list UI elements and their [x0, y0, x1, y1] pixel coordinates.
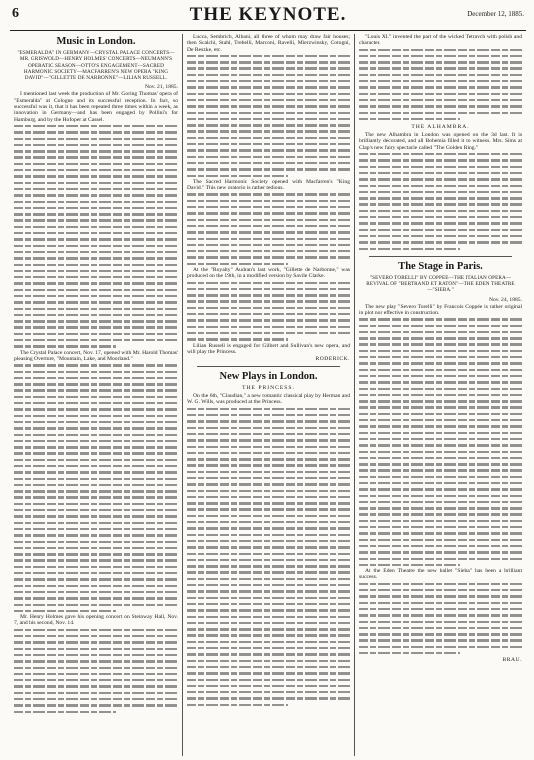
body-text-block	[359, 316, 522, 568]
column-1	[10, 34, 182, 756]
dateline: Nov. 24, 1885.	[488, 296, 522, 303]
article-paragraph: On the 6th, "Claudian," a new romantic classical play by Herman and W. G. Wills, was produced at the Princess.	[187, 393, 350, 406]
body-text-block	[187, 280, 350, 343]
body-text-block	[359, 151, 522, 252]
text-line	[187, 336, 350, 342]
text-line	[14, 343, 178, 349]
newspaper-page	[10, 4, 526, 756]
section-heading-plays: New Plays in London.	[219, 371, 318, 383]
body-text-block	[14, 123, 178, 350]
body-text-block	[187, 406, 350, 708]
body-text-block	[14, 627, 178, 715]
text-line	[14, 709, 178, 715]
article-paragraph: Lilian Russell is engaged for Gilbert and Sullivan's new opera, and will play the Princess.	[187, 342, 350, 355]
theatre-subheading: THE ALHAMBRA.	[411, 124, 470, 131]
page-number: 6	[12, 6, 19, 21]
article-paragraph: The new play "Severo Torelli" by Francois Coppée is rather original in plot nor effective in construction.	[359, 303, 522, 316]
text-line	[359, 650, 522, 656]
body-text-block	[14, 362, 178, 614]
publication-title: THE KEYNOTE.	[189, 4, 347, 25]
body-text-block	[359, 581, 522, 657]
text-line	[14, 608, 178, 614]
article-paragraph: At the Eden Theatre the new ballet "Sieba" has been a brilliant success.	[359, 568, 522, 581]
text-line	[187, 261, 350, 267]
body-text-block	[187, 53, 350, 179]
section-subheading: "ESMERALDA" IN GERMANY—CRYSTAL PALACE CONCERTS—MR. GRISWOLD—HENRY HOLMES' CONCERTS—NEUMANN'S OPERATIC SEASON—OTTO'S ENGAGEMENT—SACRED HARMONIC SOCIETY—MACFARREN'S NEW OPERA "KING DAVID"—"GILLETTE DE NARBONNE"—LILIAN RUSSELL.	[17, 50, 175, 82]
dateline: Nov. 21, 1885.	[144, 84, 178, 91]
article-paragraph: The new Alhambra in London was opened on the 3d last. It is brilliantly decorated, and all Bohemia filled it to witness. Mrs. Sims at Clap's new fairy spectacle called "The Golden Ring."	[359, 132, 522, 151]
divider	[197, 366, 340, 367]
section-heading-paris: The Stage in Paris.	[398, 260, 483, 272]
column-3	[354, 34, 526, 756]
masthead	[10, 4, 526, 31]
section-heading-music: Music in London.	[56, 36, 136, 47]
article-paragraph: "Louis XI." invented the part of the wicked Tetravch with polish and character.	[359, 34, 522, 47]
article-paragraph: I mentioned last week the production of Mr. Goring Thomas' opera of "Esmeralda" at Cologne and its successful reception. In fact, so successful was it, that it has been repeated three times within a week, as innovation in Germany—and has been engaged by Pollini's for Hamburg, and by the Hofoper at Cassel.	[14, 91, 178, 123]
column-2	[182, 34, 354, 756]
author-signature: BRAU.	[502, 657, 522, 664]
section-subheading: "SEVERO TORELLI" BY COPPEE—THE ITALIAN OPERA—REVIVAL OF "BERTRAND ET RATON"—THE EDEN THEATRE—"SIEBA."	[366, 274, 515, 294]
text-line	[187, 702, 350, 708]
author-signature: RODERICK.	[315, 356, 350, 363]
issue-date: December 12, 1885.	[467, 10, 524, 18]
article-paragraph: Mr. Henry Holmes gave his opening concert on Steinway Hall, Nov. 7, and his second, Nov. 14.	[14, 614, 178, 627]
body-text-block	[187, 191, 350, 267]
article-paragraph: At the "Royalty" Audran's last work, "Gillette de Narbonne," was produced on the 19th, in a modified version by Savile Clarke.	[187, 266, 350, 280]
article-paragraph: Lucca, Sembrich, Albani, all three of whom may draw fair houses; then Scalchi, Stahl, Trebelli, Marconi, Ravelli, Mierzwinsky, Cotogni, De Reszke, etc.	[187, 34, 350, 53]
text-line	[187, 173, 350, 179]
divider	[369, 256, 512, 257]
article-paragraph: The Crystal Palace concert, Nov. 17, opened with Mr. Harold Thomas' pleasing Overture, "Mountain, Lake, and Moorland."	[14, 349, 178, 362]
theatre-subheading: THE PRINCESS.	[242, 385, 295, 392]
text-line	[359, 562, 522, 568]
body-text-block	[359, 47, 522, 123]
text-line	[359, 246, 522, 252]
text-line	[359, 116, 522, 122]
article-paragraph: The Sacred Harmonic Society opened with Macfarren's "King David." This new oratorio is rather tedious.	[187, 178, 350, 192]
